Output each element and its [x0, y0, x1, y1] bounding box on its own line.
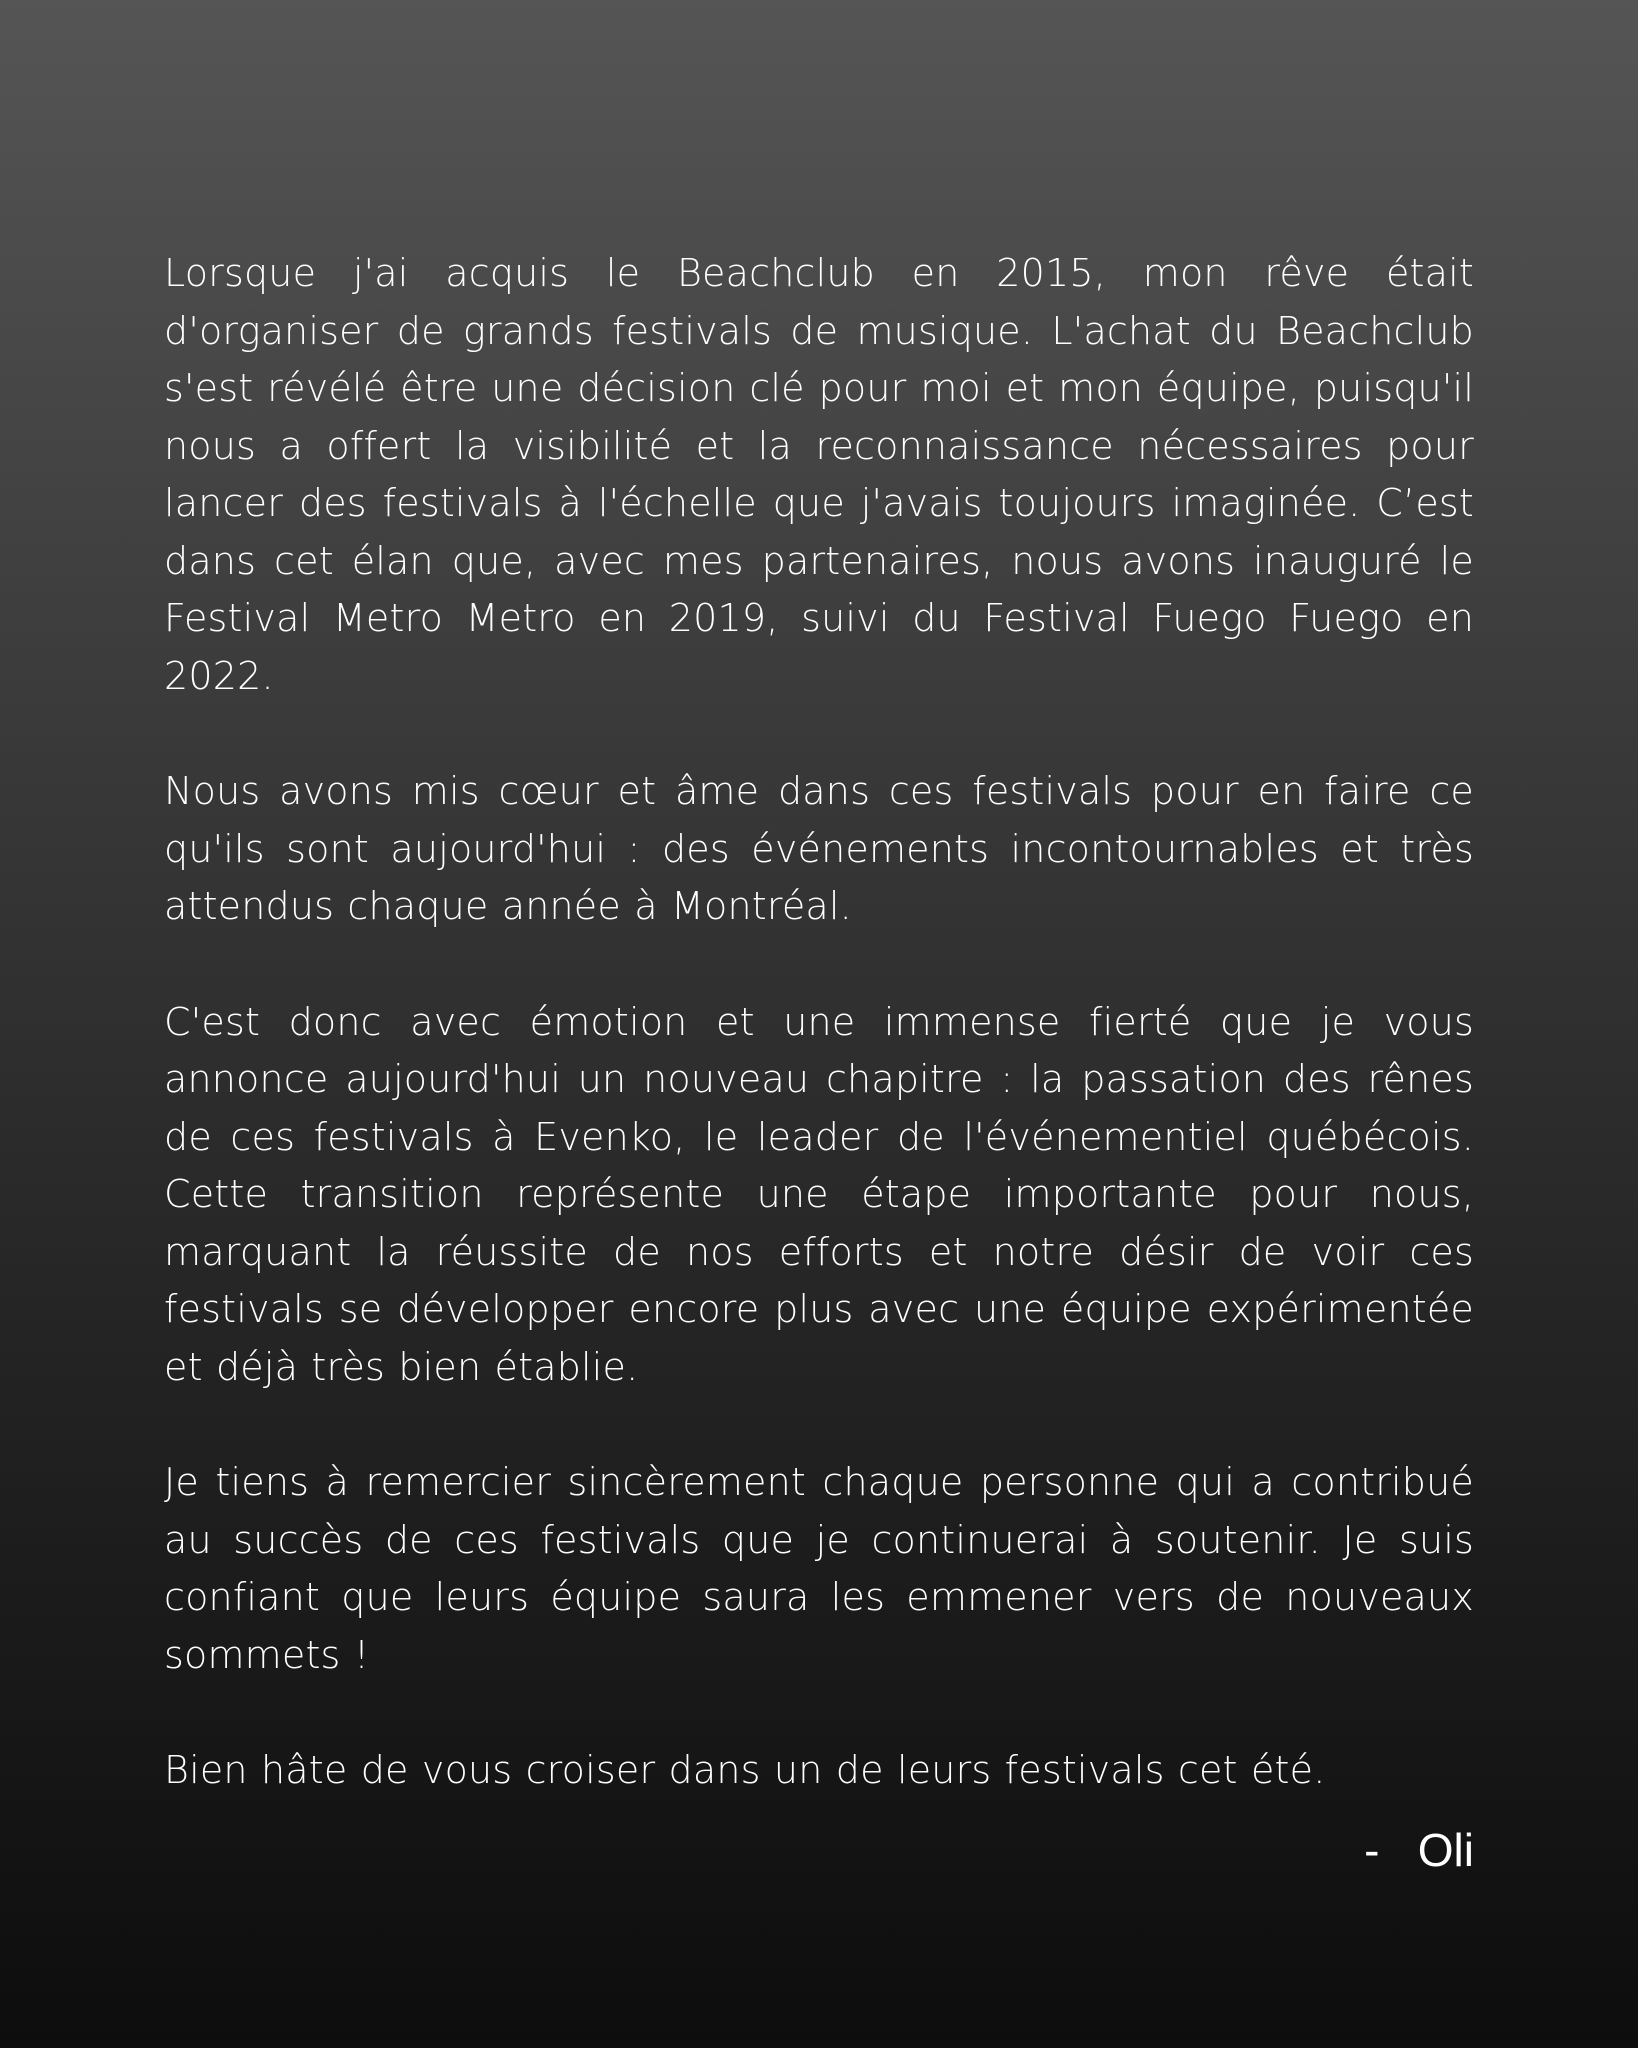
paragraph-4: Je tiens à remercier sincèrement chaque personne qui a contribué au succès de ces festivals que je continuerai à soutenir. Je suis confiant que leurs équipe saura les emmener vers de nouveaux sommets ! [164, 1460, 1474, 1677]
letter-body [164, 245, 1474, 1800]
paragraph-5: Bien hâte de vous croiser dans un de leurs festivals cet été. [164, 1748, 1326, 1792]
paragraph-3: C'est donc avec émotion et une immense fierté que je vous annonce aujourd'hui un nouveau chapitre : la passation des rênes de ces festivals à Evenko, le leader de l'événementiel québécois. Cette transition représente une étape importante pour nous, marquant la réussite de nos efforts et notre désir de voir ces festivals se développer encore plus avec une équipe expérimentée et déjà très bien établie. [164, 999, 1474, 1389]
paragraph-2: Nous avons mis cœur et âme dans ces festivals pour en faire ce qu'ils sont aujourd'hui : des événements incontournables et très attendus chaque année à Montréal. [164, 769, 1474, 928]
signature: - Oli [1364, 1824, 1474, 1876]
paragraph-1: Lorsque j'ai acquis le Beachclub en 2015, mon rêve était d'organiser de grands festivals de musique. L'achat du Beachclub s'est révélé être une décision clé pour moi et mon équipe, puisqu'il nous a offert la visibilité et la reconnaissance nécessaires pour lancer des festivals à l'échelle que j'avais toujours imaginée. C’est dans cet élan que, avec mes partenaires, nous avons inauguré le Festival Metro Metro en 2019, suivi du Festival Fuego Fuego en 2022. [164, 251, 1474, 698]
